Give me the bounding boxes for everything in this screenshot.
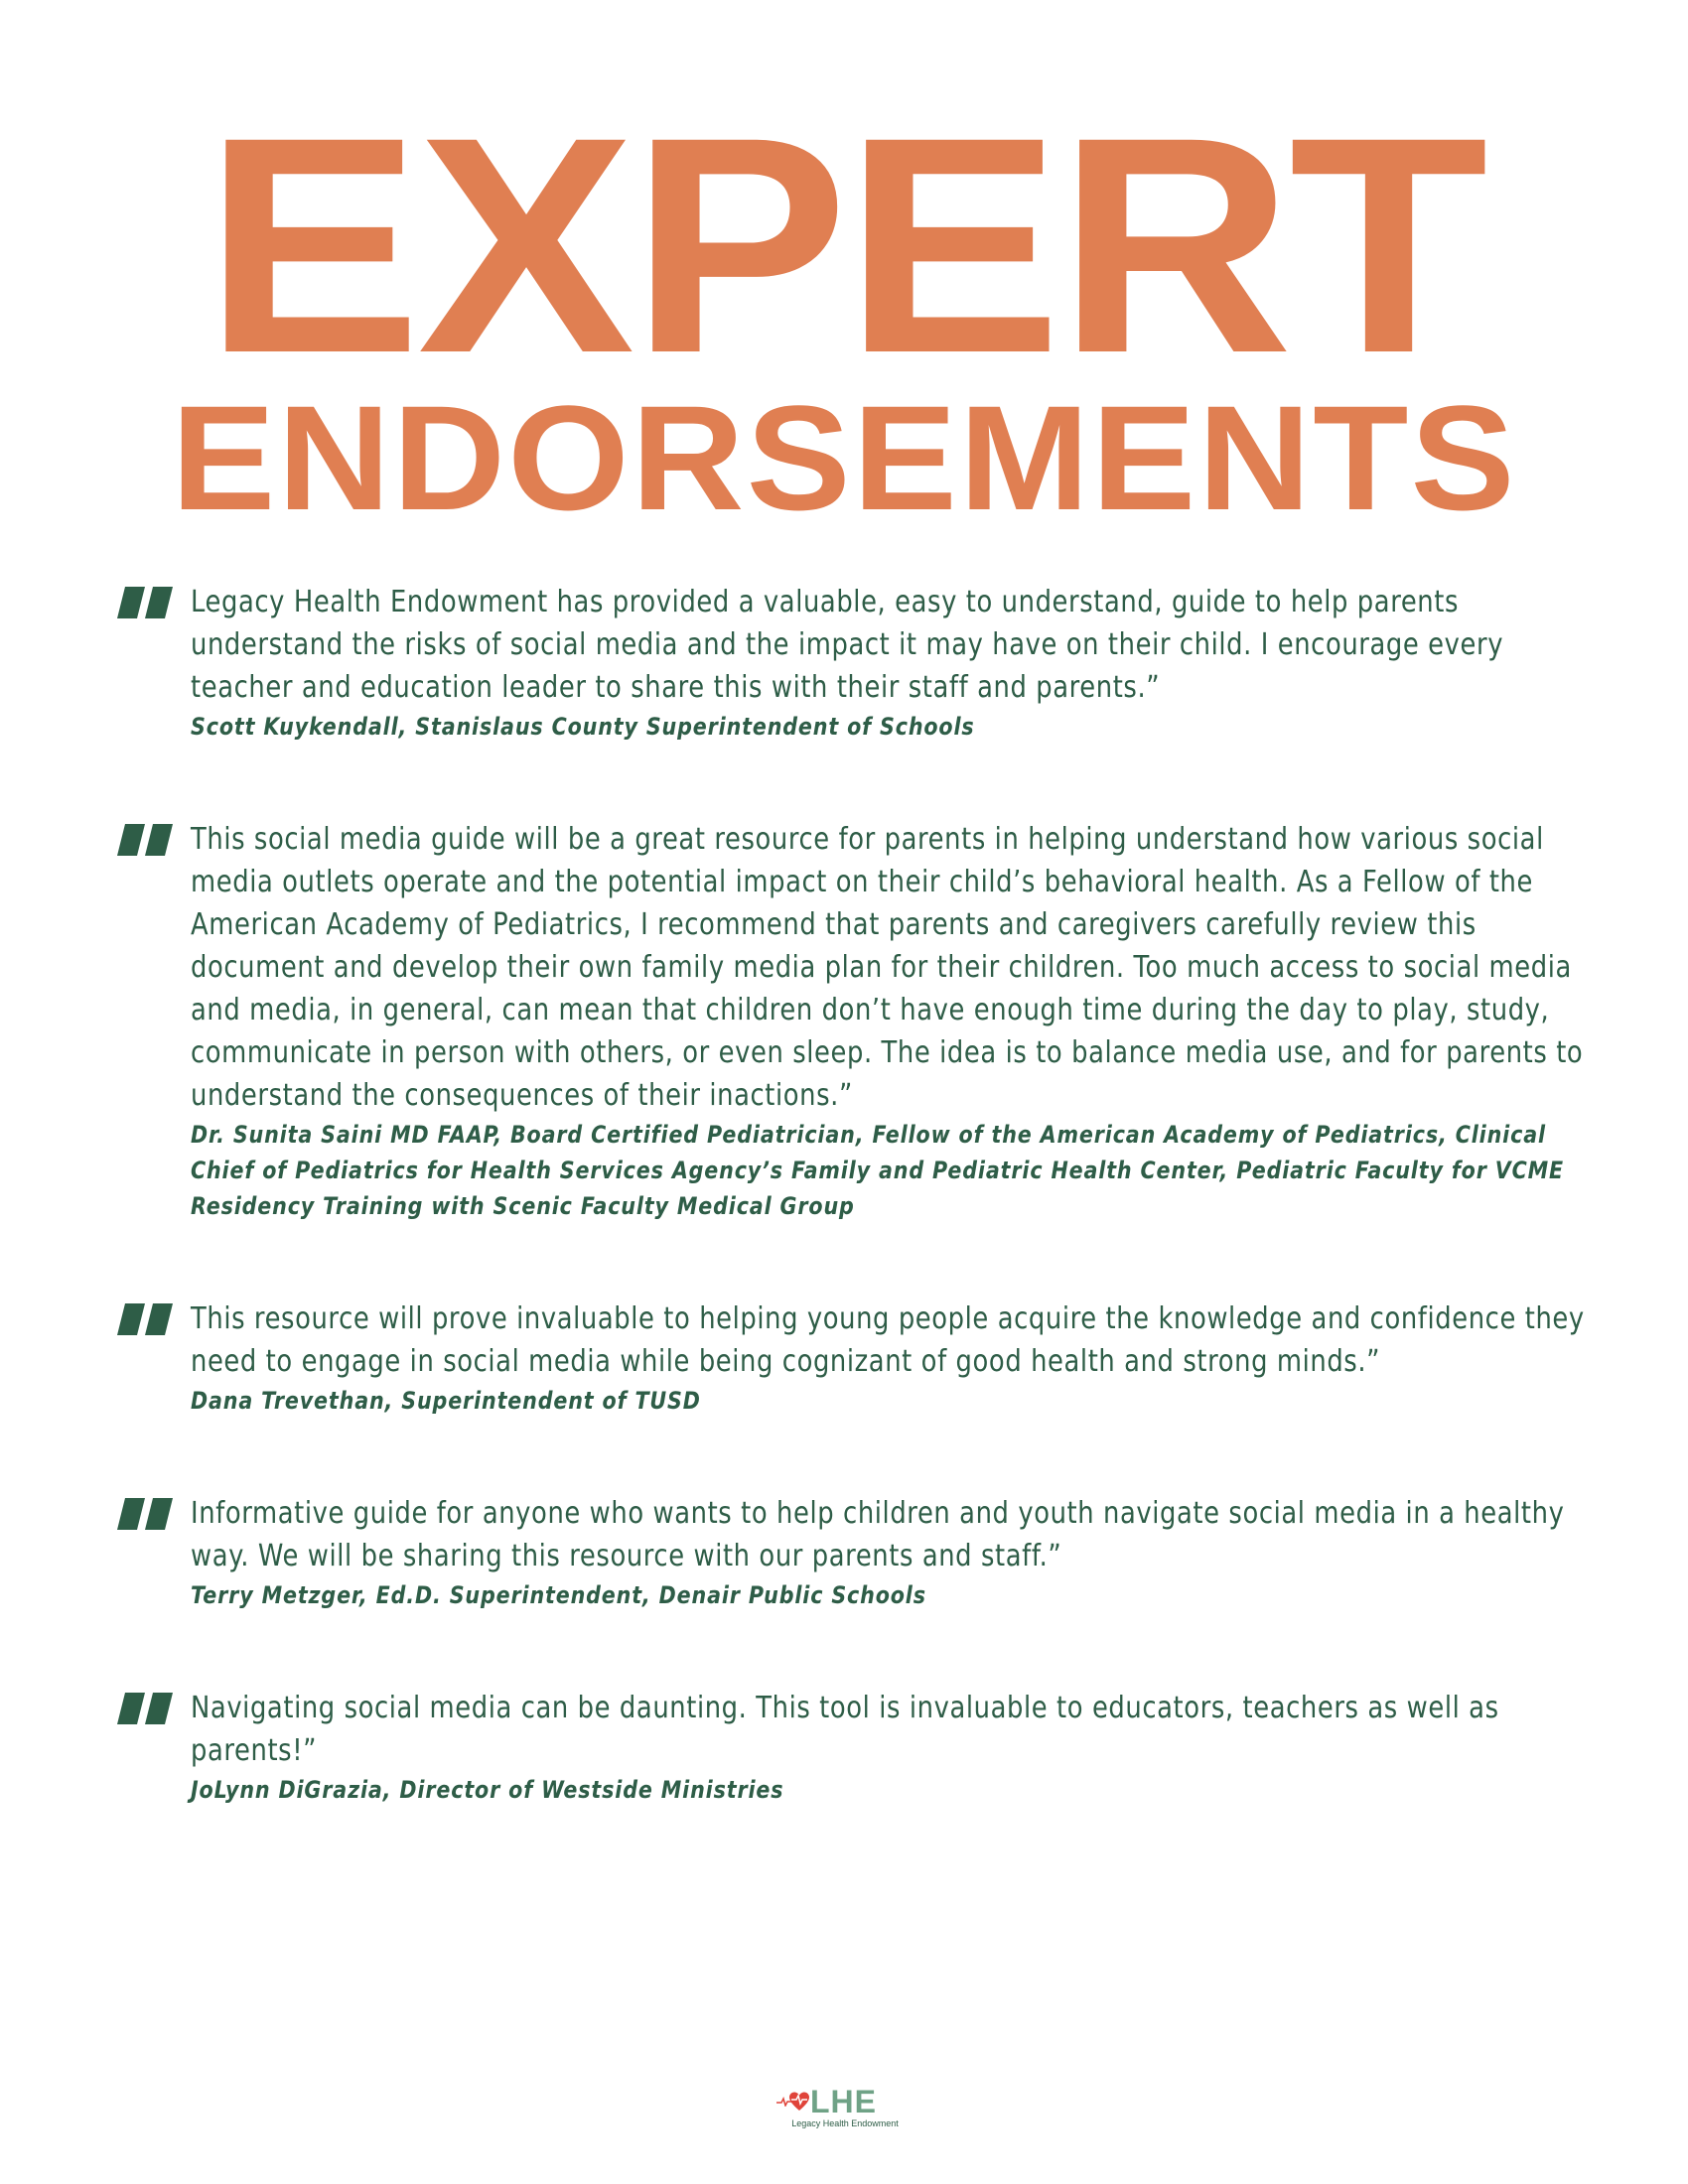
heart-pulse-icon <box>788 2091 810 2113</box>
endorsement-list <box>117 581 1597 1808</box>
endorsement-quote: Informative guide for anyone who wants to help children and youth navigate social media in a healthy way. We will be sharing this resource with our parents and staff.” <box>191 1496 1565 1573</box>
headline-expert: EXPERT <box>204 72 1484 417</box>
endorsement-author: Scott Kuykendall, Stanislaus County Superintendent of Schools <box>191 713 975 741</box>
quote-mark-icon <box>117 1498 175 1530</box>
endorsement-author: Dana Trevethan, Superintendent of TUSD <box>191 1387 701 1415</box>
endorsement-item <box>117 1297 1597 1419</box>
endorsement-quote: Legacy Health Endowment has provided a valuable, easy to understand, guide to help parents understand the risks of social media and the impact it may have on their child. I encourage every teacher and education leader to share this with their staff and parents.” <box>191 585 1504 705</box>
endorsement-author: Dr. Sunita Saini MD FAAP, Board Certified Pediatrician, Fellow of the American Academy of Pediatrics, Clinical Chief of Pediatrics for Health Services Agency’s Family and Pediatric Health Center, Pediatric Faculty for VCME Residency Training with Scenic Faculty Medical Group <box>191 1121 1565 1220</box>
endorsement-item <box>117 1492 1597 1613</box>
endorsement-item <box>117 581 1597 745</box>
endorsement-item <box>117 818 1597 1224</box>
endorsement-quote: Navigating social media can be daunting. This tool is invaluable to educators, teachers as well as parents!” <box>191 1691 1499 1768</box>
endorsement-item <box>117 1687 1597 1808</box>
endorsement-author: JoLynn DiGrazia, Director of Westside Ministries <box>191 1776 784 1804</box>
logo-mark: LHE <box>810 2084 877 2119</box>
headline-endorsements: ENDORSEMENTS <box>171 374 1517 541</box>
endorsement-author: Terry Metzger, Ed.D. Superintendent, Denair Public Schools <box>191 1581 926 1609</box>
endorsement-quote: This resource will prove invaluable to helping young people acquire the knowledge and confidence they need to engage in social media while being cognizant of good health and strong minds.” <box>191 1301 1585 1379</box>
quote-mark-icon <box>117 587 175 618</box>
endorsement-quote: This social media guide will be a great resource for parents in helping understand how various social media outlets operate and the potential impact on their child’s behavioral health. As a Fellow of the American Academy of Pediatrics, I recommend that parents and caregivers carefully review this document and develop their own family media plan for their children. Too much access to social media and media, in general, can mean that children don’t have enough time during the day to play, study, communicate in person with others, or even sleep. The idea is to balance media use, and for parents to understand the consequences of their inactions.” <box>191 822 1584 1113</box>
logo-name: Legacy Health Endowment <box>791 2118 899 2128</box>
quote-mark-icon <box>117 1693 175 1724</box>
quote-mark-icon <box>117 824 175 856</box>
quote-mark-icon <box>117 1303 175 1335</box>
lhe-logo <box>776 2085 912 2132</box>
